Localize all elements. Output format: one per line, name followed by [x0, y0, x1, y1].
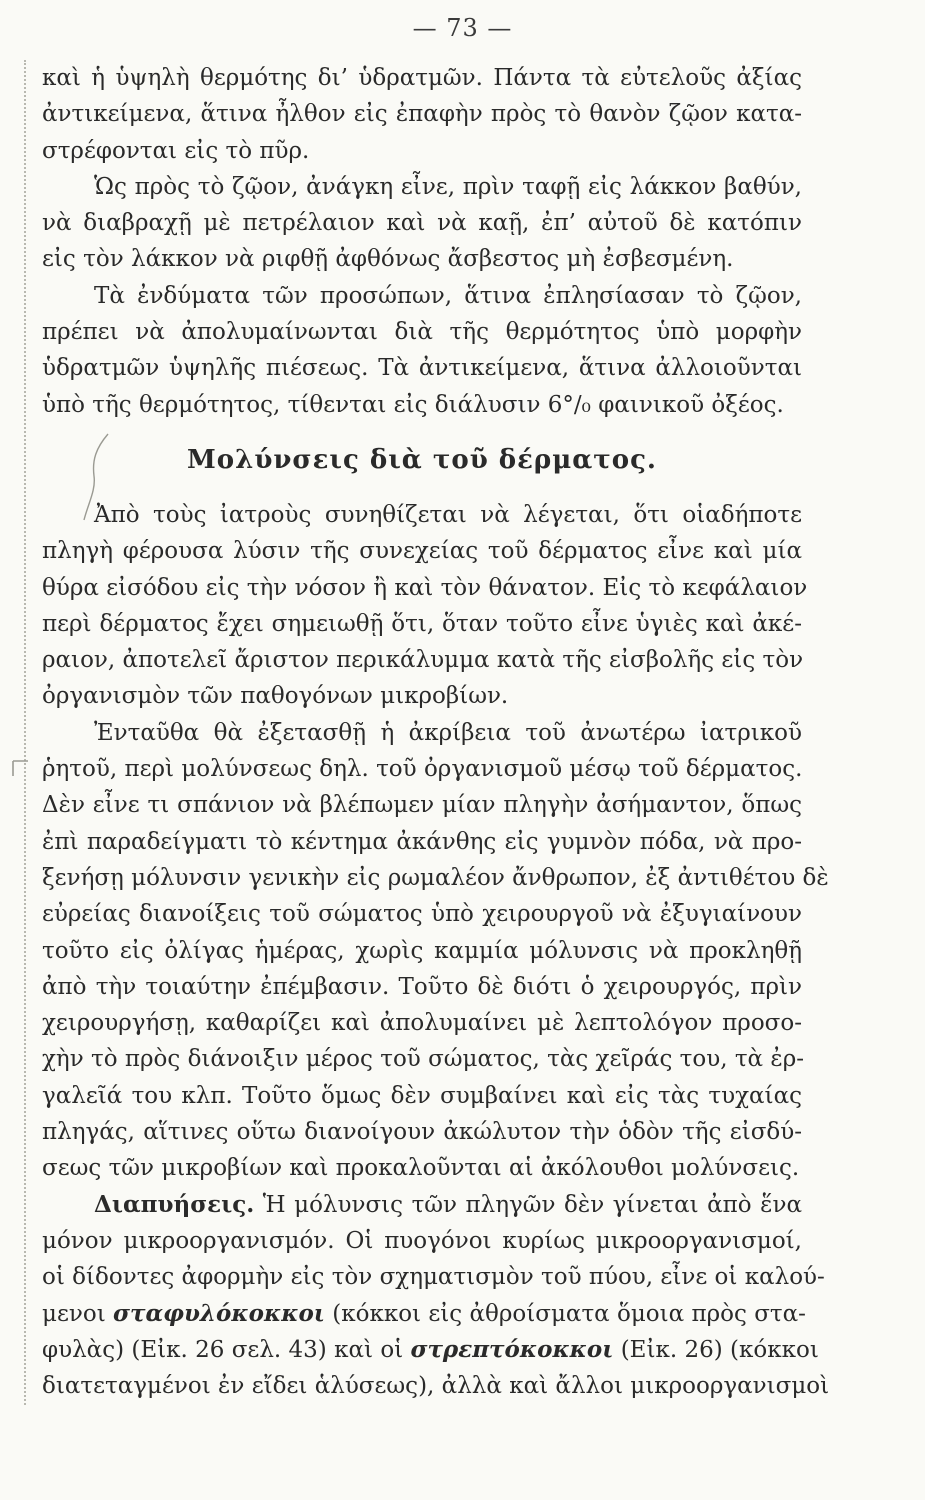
text-line [42, 642, 802, 678]
text-line [42, 314, 802, 350]
text-run: μόνον μικροοργανισμόν. Οἱ πυογόνοι κυρίως μικροοργανισμοί, [42, 1227, 802, 1254]
text-run: πληγὴ φέρουσα λύσιν τῆς συνεχείας τοῦ δέρματος εἶνε καὶ μία [42, 538, 802, 565]
text-run: εἰς τὸν λάκκον νὰ ριφθῇ ἀφθόνως ἄσβεστος μὴ ἐσβεσμένη. [42, 246, 734, 273]
text-run: (κόκκοι εἰς ἀθροίσματα ὅμοια πρὸς στα- [324, 1300, 806, 1327]
text-line [42, 533, 802, 569]
text-run: Ἡ μόλυνσις τῶν πληγῶν δὲν γίνεται ἀπὸ ἕνα [254, 1191, 802, 1218]
text-line [42, 1187, 802, 1223]
emphasized-term: Μολύνσεις διὰ τοῦ δέρματος. [187, 444, 657, 475]
text-run: (Εἰκ. 26) (κόκκοι [613, 1336, 819, 1363]
text-line [42, 387, 802, 423]
text-run: χὴν τὸ πρὸς διάνοιξιν μέρος τοῦ σώματος, τὰς χεῖράς του, τὰ ἐρ- [42, 1046, 805, 1073]
text-line [42, 169, 802, 205]
text-line [42, 1368, 830, 1404]
text-line [42, 678, 802, 714]
text-line [42, 933, 802, 969]
text-run: νὰ διαβραχῇ μὲ πετρέλαιον καὶ νὰ καῇ, ἐπ’ αὐτοῦ δὲ κατόπιν [42, 210, 802, 237]
text-line [42, 969, 802, 1005]
text-line [42, 350, 802, 386]
text-run: μενοι [42, 1300, 114, 1327]
text-run: διατεταγμένοι ἐν εἴδει ἁλύσεως), ἀλλὰ καὶ ἄλλοι μικροοργανισμοὶ [42, 1373, 830, 1400]
text-run: φυλὰς) (Εἰκ. 26 σελ. 43) καὶ οἱ [42, 1336, 411, 1363]
text-run: Δὲν εἶνε τι σπάνιον νὰ βλέπωμεν μίαν πληγὴν ἀσήμαντον, ὅπως [42, 792, 802, 819]
text-line [42, 96, 802, 132]
text-run: σεως τῶν μικροβίων καὶ προκαλοῦνται αἱ ἀκόλουθοι μολύνσεις. [42, 1155, 800, 1182]
text-line [42, 205, 802, 241]
text-line [42, 278, 802, 314]
text-run: Τὰ ἐνδύματα τῶν προσώπων, ἅτινα ἐπλησίασαν τὸ ζῷον, [94, 282, 802, 309]
text-line [42, 241, 802, 277]
text-line [42, 751, 802, 787]
text-line [42, 1259, 825, 1295]
text-line [42, 896, 802, 932]
corner-mark-icon [10, 758, 32, 780]
text-run: ξενήσῃ μόλυνσιν γενικὴν εἰς ρωμαλέον ἄνθρωπον, ἐξ ἀντιθέτου δὲ [42, 864, 829, 891]
text-run: χειρουργήσῃ, καθαρίζει καὶ ἀπολυμαίνει μὲ λεπτολόγον προσο- [42, 1010, 802, 1037]
body-text [42, 60, 830, 1404]
emphasized-term: Διαπυήσεις. [94, 1190, 255, 1218]
text-line [42, 1223, 802, 1259]
text-run: καὶ ἡ ὑψηλὴ θερμότης δι’ ὑδρατμῶν. Πάντα τὰ εὐτελοῦς ἀξίας [42, 65, 802, 91]
text-run: ἀντικείμενα, ἅτινα ἦλθον εἰς ἐπαφὴν πρὸς τὸ θανὸν ζῷον κατα- [42, 101, 802, 128]
emphasized-term: στρεπτόκοκκοι [410, 1335, 614, 1363]
text-line [42, 824, 802, 860]
text-line [42, 1150, 802, 1186]
text-run: Ἐνταῦθα θὰ ἐξετασθῇ ἡ ἀκρίβεια τοῦ ἀνωτέρω ἰατρικοῦ [94, 719, 802, 746]
text-line [42, 787, 802, 823]
text-run: εὐρείας διανοίξεις τοῦ σώματος ὑπὸ χειρουργοῦ νὰ ἐξυγιαίνουν [42, 901, 802, 928]
text-run: ὑδρατμῶν ὑψηλῆς πιέσεως. Τὰ ἀντικείμενα, ἅτινα ἀλλοιοῦνται [42, 355, 802, 382]
text-line [42, 1114, 802, 1150]
text-run: ῥητοῦ, περὶ μολύνσεως δηλ. τοῦ ὀργανισμοῦ μέσῳ τοῦ δέρματος. [42, 756, 803, 783]
text-line [42, 1332, 819, 1368]
text-line [42, 860, 829, 896]
text-line [42, 133, 802, 169]
text-run: περὶ δέρματος ἔχει σημειωθῇ ὅτι, ὅταν τοῦτο εἶνε ὑγιὲς καὶ ἀκέ- [42, 610, 802, 637]
text-run: ραιον, ἀποτελεῖ ἄριστον περικάλυμμα κατὰ τῆς εἰσβολῆς εἰς τὸν [42, 647, 804, 674]
page-number: — 73 — [412, 14, 513, 42]
text-run: Ὡς πρὸς τὸ ζῷον, ἀνάγκη εἶνε, πρὶν ταφῇ εἰς λάκκον βαθύν, [94, 173, 802, 200]
text-run: ὀργανισμὸν τῶν παθογόνων μικροβίων. [42, 683, 509, 710]
text-run: γαλεῖά του κλπ. Τοῦτο ὅμως δὲν συμβαίνει καὶ εἰς τὰς τυχαίας [42, 1082, 802, 1109]
text-run: στρέφονται εἰς τὸ πῦρ. [42, 137, 310, 164]
text-run: ὑπὸ τῆς θερμότητος, τίθενται εἰς διάλυσιν 6°/₀ φαινικοῦ ὀξέος. [42, 391, 784, 418]
text-line [42, 715, 802, 751]
text-run: θύρα εἰσόδου εἰς τὴν νόσον ἢ καὶ τὸν θάνατον. Εἰς τὸ κεφάλαιον [42, 574, 808, 601]
text-line [42, 1078, 802, 1114]
text-run: πρέπει νὰ ἀπολυμαίνωνται διὰ τῆς θερμότητος ὑπὸ μορφὴν [42, 319, 802, 346]
text-line [42, 606, 802, 642]
text-line [42, 497, 802, 533]
text-run: ἐπὶ παραδείγματι τὸ κέντημα ἀκάνθης εἰς γυμνὸν πόδα, νὰ προ- [42, 828, 802, 855]
text-run: πληγάς, αἵτινες οὕτω διανοίγουν ἀκώλυτον τὴν ὁδὸν τῆς εἰσδύ- [42, 1119, 802, 1146]
text-line [42, 570, 808, 606]
text-line [42, 60, 802, 96]
text-run: Ἀπὸ τοὺς ἰατροὺς συνηθίζεται νὰ λέγεται, ὅτι οἱαδήποτε [94, 501, 802, 528]
text-run: ἀπὸ τὴν τοιαύτην ἐπέμβασιν. Τοῦτο δὲ διότι ὁ χειρουργός, πρὶν [42, 973, 802, 1000]
section-heading [42, 423, 802, 497]
text-run: οἱ δίδοντες ἀφορμὴν εἰς τὸν σχηματισμὸν τοῦ πύου, εἶνε οἱ καλού- [42, 1264, 825, 1291]
text-line [42, 1296, 806, 1332]
text-run: τοῦτο εἰς ὀλίγας ἡμέρας, χωρὶς καμμία μόλυνσις νὰ προκληθῇ [42, 937, 802, 964]
margin-rule [24, 60, 28, 1405]
emphasized-term: σταφυλόκοκκοι [113, 1299, 325, 1327]
text-line [42, 1041, 805, 1077]
text-line [42, 1005, 802, 1041]
